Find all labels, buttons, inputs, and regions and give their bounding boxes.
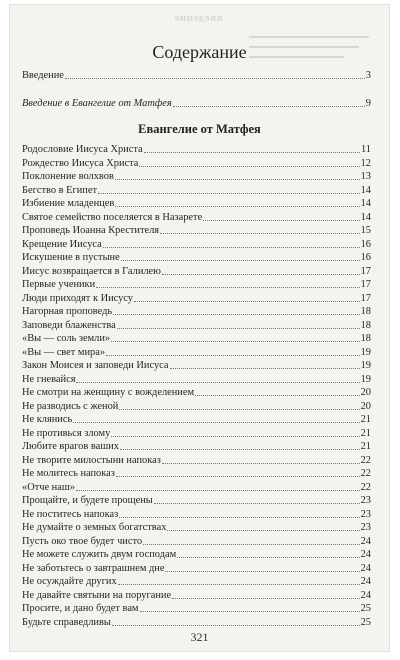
toc-entry-page: 23 <box>360 522 371 533</box>
toc-entry <box>22 143 371 156</box>
toc-entry-page: 24 <box>360 549 371 560</box>
toc-entry-page: 24 <box>360 562 371 574</box>
toc-entry-label: Проповедь Иоанна Крестителя <box>22 225 160 236</box>
toc-entry-label: Пусть око твое будет чисто <box>22 535 143 547</box>
toc-entry-page: 11 <box>360 144 371 155</box>
dot-leader <box>160 233 360 234</box>
toc-entry-page: 19 <box>360 373 371 385</box>
toc-entry-label: Любите врагов ваших <box>22 441 119 452</box>
toc-entry <box>22 602 371 615</box>
toc-entry-label: Просите, и дано будет вам <box>22 603 139 614</box>
toc-entry-label: Не противься злому <box>22 427 111 439</box>
toc-entry-label: Не заботьтесь о завтрашнем дне <box>22 562 165 574</box>
toc-entry <box>22 359 371 372</box>
toc-entry-label: Родословие Иисуса Христа <box>22 144 143 155</box>
toc-entry-label: Крещение Иисуса <box>22 238 102 250</box>
toc-entry-page: 17 <box>360 292 371 304</box>
toc-entry <box>22 562 371 575</box>
toc-entry-label: Рождество Иисуса Христа <box>22 157 139 169</box>
toc-entry <box>22 170 371 183</box>
dot-leader <box>120 449 360 450</box>
toc-entry-label: Люди приходят к Иисусу <box>22 292 133 304</box>
toc-entry-label: Закон Моисея и заповеди Иисуса <box>22 360 169 371</box>
toc-entry-page: 24 <box>360 535 371 547</box>
toc-entry <box>22 440 371 453</box>
toc-entry-label: Заповеди блаженства <box>22 319 116 331</box>
bleed-through-heading: введение <box>174 12 223 24</box>
dot-leader <box>195 395 360 396</box>
toc-entry <box>22 319 371 332</box>
dot-leader <box>103 247 360 248</box>
toc-entry <box>22 278 371 291</box>
toc-entry-label: «Вы — свет мира» <box>22 346 106 358</box>
toc-entry-label: Нагорная проповедь <box>22 306 113 317</box>
toc-entry-page: 23 <box>360 495 371 506</box>
toc-entry-label: Поклонение волхвов <box>22 171 114 182</box>
toc-entry-label: Не смотри на женщину с вожделением <box>22 387 195 398</box>
toc-entry-label: Искушение в пустыне <box>22 252 120 263</box>
toc-entry-page: 15 <box>360 225 371 236</box>
dot-leader <box>118 584 360 585</box>
bleed-through-line <box>249 36 369 38</box>
toc-entry-label: Бегство в Египет <box>22 184 98 196</box>
toc-entry <box>22 251 371 264</box>
dot-leader <box>173 106 365 107</box>
toc-entry-page: 23 <box>360 508 371 520</box>
toc-entry <box>22 575 371 588</box>
toc-entry-page: 3 <box>365 70 371 81</box>
toc-entry <box>22 305 371 318</box>
toc-entry-page: 22 <box>360 468 371 479</box>
page-number: 321 <box>190 630 209 644</box>
toc-entry-page: 22 <box>360 454 371 466</box>
dot-leader <box>98 193 360 194</box>
section-heading: Евангелие от Матфея <box>138 122 261 136</box>
dot-leader <box>143 544 360 545</box>
dot-leader <box>170 368 360 369</box>
toc-entry <box>22 535 371 548</box>
toc-entry <box>22 589 371 602</box>
dot-leader <box>115 206 359 207</box>
toc-entry-page: 18 <box>360 333 371 344</box>
toc-entry-page: 17 <box>360 279 371 290</box>
toc-entry-page: 21 <box>360 427 371 439</box>
dot-leader <box>96 287 359 288</box>
dot-leader <box>162 463 360 464</box>
toc-entry-label: Иисус возвращается в Галилею <box>22 265 161 277</box>
toc-entry <box>22 413 371 426</box>
toc-entry-page: 21 <box>360 441 371 452</box>
toc-entry <box>22 467 371 480</box>
toc-entry-label: Не гневайся <box>22 373 76 385</box>
toc-entry-page: 21 <box>360 414 371 425</box>
dot-leader <box>121 260 360 261</box>
toc-entry-label: Не поститесь напоказ <box>22 508 119 520</box>
toc-entry-page: 24 <box>360 576 371 587</box>
toc-entry-page: 14 <box>360 211 371 223</box>
toc-entry <box>22 197 371 210</box>
toc-entry-label: Не творите милостыни напоказ <box>22 454 161 466</box>
toc-entry <box>22 427 371 440</box>
dot-leader <box>167 530 359 531</box>
toc-entry-label: Не клянись <box>22 414 73 425</box>
toc-entry-page: 25 <box>360 616 371 628</box>
dot-leader <box>177 557 359 558</box>
toc-entry-label: Введение <box>22 70 64 81</box>
toc-entry-page: 25 <box>360 603 371 614</box>
dot-leader <box>140 611 360 612</box>
toc-entry-page: 14 <box>360 184 371 196</box>
toc-entry-label: Святое семейство поселяется в Назарете <box>22 211 203 223</box>
dot-leader <box>117 328 360 329</box>
toc-entry <box>22 265 371 278</box>
toc-entry-page: 17 <box>360 265 371 277</box>
toc-entry-page: 20 <box>360 387 371 398</box>
toc-entry-label: «Отче наш» <box>22 481 76 493</box>
toc-entry <box>22 386 371 399</box>
dot-leader <box>73 422 359 423</box>
toc-entry <box>22 400 371 413</box>
toc-entry-gospel-intro <box>22 97 371 110</box>
dot-leader <box>154 503 360 504</box>
dot-leader <box>165 571 359 572</box>
toc-entry-page: 13 <box>360 171 371 182</box>
dot-leader <box>172 598 360 599</box>
toc-entry-intro <box>22 69 371 82</box>
toc-entry <box>22 508 371 521</box>
dot-leader <box>134 301 360 302</box>
toc-entry-page: 9 <box>365 98 371 109</box>
toc-entry-label: «Вы — соль земли» <box>22 333 111 344</box>
toc-entry-page: 19 <box>360 346 371 358</box>
toc-entry-page: 24 <box>360 589 371 601</box>
toc-entry <box>22 494 371 507</box>
toc-entry <box>22 157 371 170</box>
dot-leader <box>116 476 360 477</box>
toc-entry-page: 20 <box>360 400 371 412</box>
dot-leader <box>115 179 360 180</box>
toc-entry-page: 16 <box>360 238 371 250</box>
toc-entry <box>22 184 371 197</box>
dot-leader <box>112 625 360 626</box>
toc-entry-label: Не думайте о земных богатствах <box>22 522 167 533</box>
toc-entry-page: 19 <box>360 360 371 371</box>
book-page <box>9 4 390 652</box>
dot-leader <box>106 355 360 356</box>
toc-entry-page: 14 <box>360 198 371 209</box>
dot-leader <box>111 341 359 342</box>
dot-leader <box>113 314 359 315</box>
dot-leader <box>203 220 359 221</box>
toc-entry <box>22 481 371 494</box>
dot-leader <box>144 152 360 153</box>
toc-entry <box>22 238 371 251</box>
dot-leader <box>111 436 359 437</box>
dot-leader <box>65 78 365 79</box>
toc-entry-page: 12 <box>360 157 371 169</box>
toc-entry <box>22 332 371 345</box>
toc-entry <box>22 373 371 386</box>
toc-entry-label: Не давайте святыни на поругание <box>22 589 172 601</box>
toc-entry-label: Не можете служить двум господам <box>22 549 177 560</box>
toc-entry-label: Не осуждайте других <box>22 576 117 587</box>
toc-entry <box>22 224 371 237</box>
toc-entry-page: 18 <box>360 319 371 331</box>
toc-entry-label: Будьте справедливы <box>22 616 111 628</box>
toc-entry <box>22 616 371 629</box>
dot-leader <box>76 490 360 491</box>
toc-entry <box>22 211 371 224</box>
toc-entry-page: 18 <box>360 306 371 317</box>
dot-leader <box>119 409 359 410</box>
toc-entry-label: Прощайте, и будете прощены <box>22 495 153 506</box>
page-title: Содержание <box>152 42 247 62</box>
dot-leader <box>162 274 360 275</box>
toc-entry <box>22 548 371 561</box>
dot-leader <box>119 517 359 518</box>
toc-entry-page: 16 <box>360 252 371 263</box>
toc-entry <box>22 346 371 359</box>
toc-entry <box>22 454 371 467</box>
toc-entry-label: Избиение младенцев <box>22 198 115 209</box>
toc-entry-label: Первые ученики <box>22 279 96 290</box>
toc-entry <box>22 521 371 534</box>
toc-entry-label: Не разводись с женой <box>22 400 119 412</box>
toc-entry-page: 22 <box>360 481 371 493</box>
toc-entry-label: Введение в Евангелие от Матфея <box>22 98 172 109</box>
dot-leader <box>139 166 359 167</box>
dot-leader <box>76 382 359 383</box>
toc-entry <box>22 292 371 305</box>
toc-entry-label: Не молитесь напоказ <box>22 468 115 479</box>
